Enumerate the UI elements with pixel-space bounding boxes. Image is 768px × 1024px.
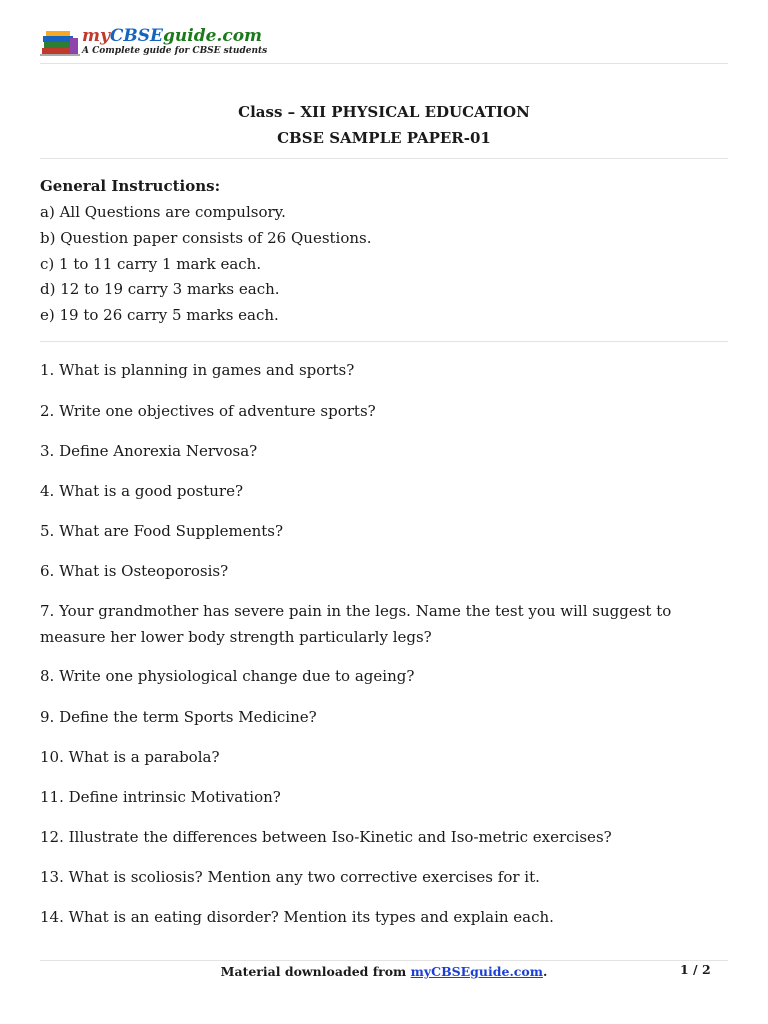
question-item: 12. Illustrate the differences between Iso-Kinetic and Iso-metric exercises?: [40, 828, 612, 846]
question-item: 3. Define Anorexia Nervosa?: [40, 442, 258, 460]
question-item: 13. What is scoliosis? Mention any two corrective exercises for it.: [40, 868, 540, 886]
footer-suffix: .: [542, 964, 548, 979]
header-divider: [40, 63, 728, 64]
footer-attribution: [0, 964, 768, 979]
site-logo: [40, 24, 730, 62]
instructions-divider: [40, 341, 728, 342]
books-logo-icon: [40, 28, 80, 58]
footer-link[interactable]: myCBSEguide.com: [410, 964, 543, 979]
instruction-item: b) Question paper consists of 26 Questions.: [40, 229, 372, 247]
question-item: 9. Define the term Sports Medicine?: [40, 708, 317, 726]
instructions-heading: General Instructions:: [40, 177, 221, 195]
question-item: 6. What is Osteoporosis?: [40, 562, 229, 580]
instruction-item: c) 1 to 11 carry 1 mark each.: [40, 255, 262, 273]
logo-prefix: my: [82, 26, 110, 46]
question-item: 10. What is a parabola?: [40, 748, 220, 766]
logo-brand: CBSE: [109, 26, 164, 46]
question-item: 14. What is an eating disorder? Mention its types and explain each.: [40, 908, 554, 926]
instruction-item: d) 12 to 19 carry 3 marks each.: [40, 280, 280, 298]
question-item: 4. What is a good posture?: [40, 482, 244, 500]
page-number: 1 / 2: [680, 962, 711, 977]
instruction-item: a) All Questions are compulsory.: [40, 203, 286, 221]
question-item: 8. Write one physiological change due to ageing?: [40, 667, 415, 685]
document-title: Class – XII PHYSICAL EDUCATION: [238, 103, 530, 121]
logo-wordmark: [82, 26, 262, 46]
question-item: 7. Your grandmother has severe pain in the legs. Name the test you will suggest to measure her lower body strength particularly legs?: [40, 602, 672, 646]
instruction-item: e) 19 to 26 carry 5 marks each.: [40, 306, 279, 324]
title-divider: [40, 158, 728, 159]
logo-tagline: A Complete guide for CBSE students: [82, 46, 268, 56]
question-item: 1. What is planning in games and sports?: [40, 361, 355, 379]
footer-prefix: Material downloaded from: [220, 964, 411, 979]
logo-suffix: guide.com: [163, 26, 263, 46]
question-item: 11. Define intrinsic Motivation?: [40, 788, 281, 806]
question-item: 5. What are Food Supplements?: [40, 522, 284, 540]
footer-divider: [40, 960, 728, 961]
document-subtitle: CBSE SAMPLE PAPER-01: [277, 129, 491, 147]
question-item: 2. Write one objectives of adventure sports?: [40, 402, 376, 420]
